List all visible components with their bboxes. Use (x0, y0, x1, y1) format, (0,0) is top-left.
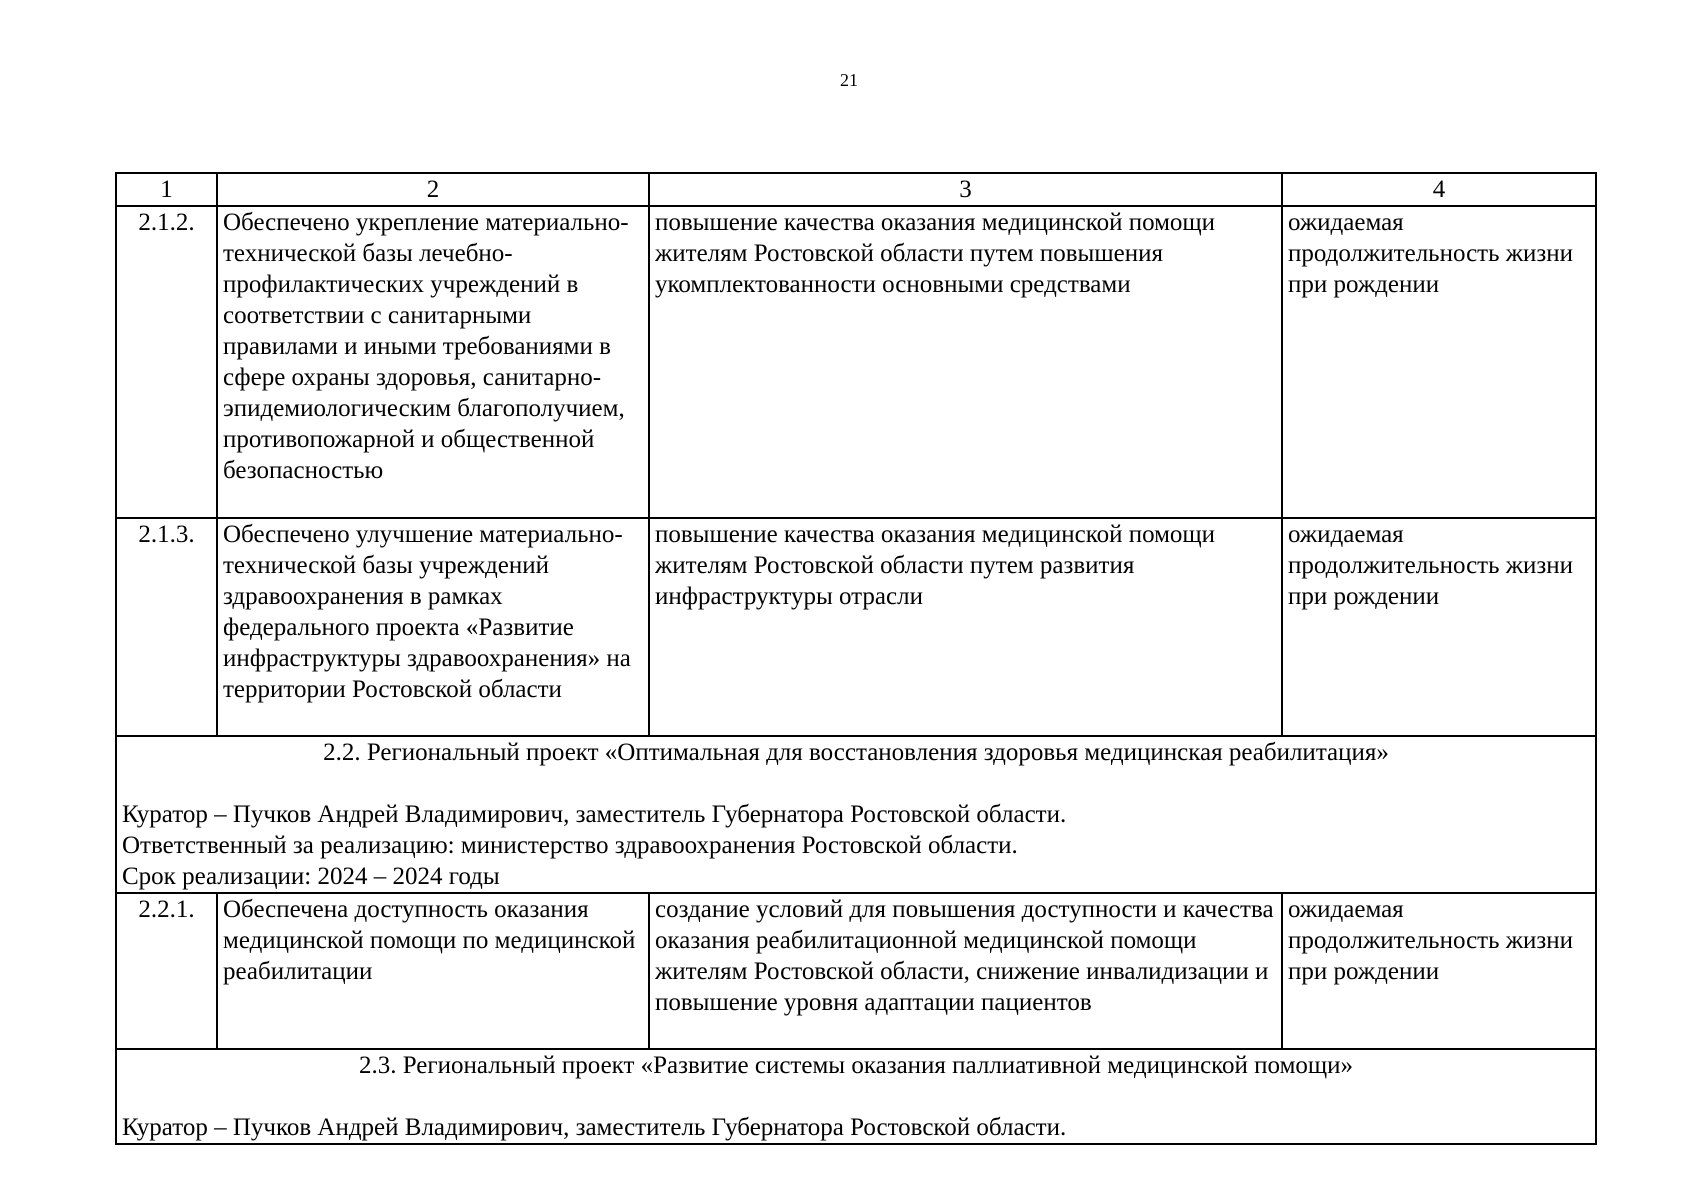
task-cell: Обеспечено улучшение материально-технической базы учреждений здравоохранения в рамках федерального проекта «Развитие инфраструктуры здравоохранения» на территории Ростовской области (217, 518, 649, 736)
effect-cell: повышение качества оказания медицинской помощи жителям Ростовской области путем развития инфраструктуры отрасли (649, 518, 1282, 736)
section-curator: Куратор – Пучков Андрей Владимирович, заместитель Губернатора Ростовской области. (122, 1114, 1067, 1141)
page-number: 21 (840, 70, 858, 90)
section-curator: Куратор – Пучков Андрей Владимирович, заместитель Губернатора Ростовской области. (122, 801, 1067, 828)
section-term: Срок реализации: 2024 – 2024 годы (122, 863, 500, 890)
table-row (116, 518, 1596, 736)
section-title: 2.3. Региональный проект «Развитие системы оказания паллиативной медицинской помощи» (358, 1052, 1354, 1079)
task-cell: Обеспечена доступность оказания медицинской помощи по медицинской реабилитации (217, 893, 649, 1049)
header-cell: 4 (1282, 173, 1596, 206)
table-row (116, 206, 1596, 518)
section-row (116, 1049, 1596, 1144)
header-cell: 1 (116, 173, 217, 206)
section-row (116, 736, 1596, 893)
section-cell (116, 736, 1596, 893)
section-spacer (122, 768, 1590, 799)
header-cell: 3 (649, 173, 1282, 206)
header-cell: 2 (217, 173, 649, 206)
effect-cell: повышение качества оказания медицинской помощи жителям Ростовской области путем повышения укомплектованности основными средствами (649, 206, 1282, 518)
section-spacer (122, 1081, 1590, 1112)
section-cell (116, 1049, 1596, 1144)
task-cell: Обеспечено укрепление материально-технической базы лечебно-профилактических учреждений в соответствии с санитарными правилами и иными требованиями в сфере охраны здоровья, санитарно-эпидемиологическим благополучием, противопожарной и общественной безопасностью (217, 206, 649, 518)
row-number: 2.1.3. (116, 518, 217, 736)
effect-cell: создание условий для повышения доступности и качества оказания реабилитационной медицинской помощи жителям Ростовской области, снижение инвалидизации и повышение уровня адаптации пациентов (649, 893, 1282, 1049)
section-responsible: Ответственный за реализацию: министерство здравоохранения Ростовской области. (122, 832, 1018, 859)
row-number: 2.1.2. (116, 206, 217, 518)
section-title: 2.2. Региональный проект «Оптимальная для восстановления здоровья медицинская реабилитация» (323, 739, 1389, 766)
results-table (115, 172, 1597, 1145)
table-header-row (116, 173, 1596, 206)
indicator-cell: ожидаемая продолжительность жизни при рождении (1282, 206, 1596, 518)
indicator-cell: ожидаемая продолжительность жизни при рождении (1282, 518, 1596, 736)
indicator-cell: ожидаемая продолжительность жизни при рождении (1282, 893, 1596, 1049)
row-number: 2.2.1. (116, 893, 217, 1049)
table-row (116, 893, 1596, 1049)
